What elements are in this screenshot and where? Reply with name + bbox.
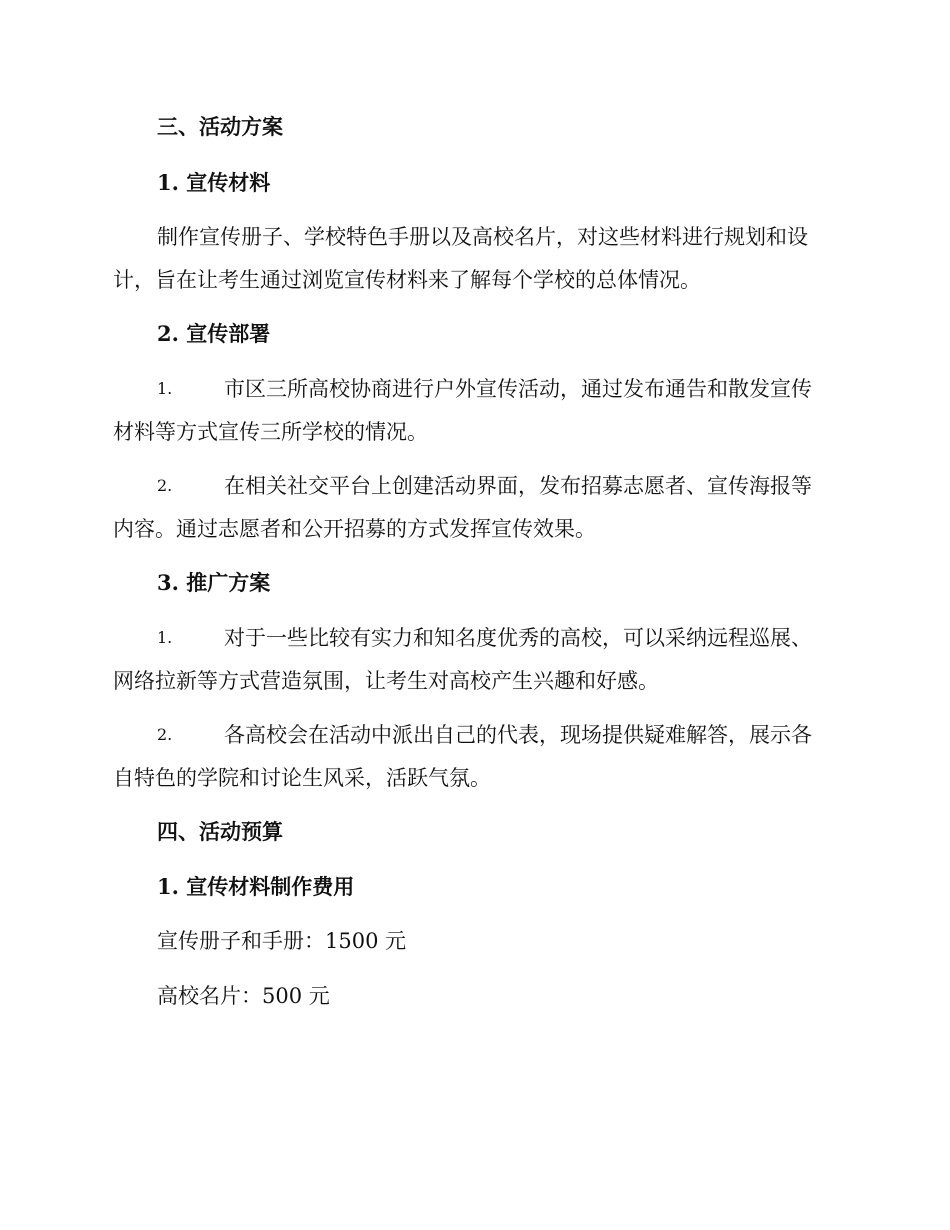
list-item-line: 自特色的学院和讨论生风采，活跃气氛。 <box>113 766 491 790</box>
list-number: 2. <box>157 725 173 744</box>
subsection-title-promotion-plan: 3. 推广方案 <box>157 570 271 595</box>
list-item-line: 网络拉新等方式营造氛围，让考生对高校产生兴趣和好感。 <box>113 669 659 693</box>
list-number: 1. <box>157 379 173 398</box>
paragraph-line: 制作宣传册子、学校特色手册以及高校名片，对这些材料进行规划和设 <box>157 225 808 249</box>
list-item-line: 内容。通过志愿者和公开招募的方式发挥宣传效果。 <box>113 517 596 541</box>
subsection-title-promo-materials: 1. 宣传材料 <box>157 170 271 195</box>
budget-line: 宣传册子和手册：1500 元 <box>157 929 407 953</box>
paragraph-line: 计，旨在让考生通过浏览宣传材料来了解每个学校的总体情况。 <box>113 268 701 292</box>
section-title-activity-budget: 四、活动预算 <box>157 819 283 844</box>
list-item-line: 各高校会在活动中派出自己的代表，现场提供疑难解答，展示各 <box>224 723 812 747</box>
subsection-title-promo-deployment: 2. 宣传部署 <box>157 321 271 346</box>
list-item-line: 在相关社交平台上创建活动界面，发布招募志愿者、宣传海报等 <box>224 474 812 498</box>
list-number: 1. <box>157 628 173 647</box>
section-title-activity-plan: 三、活动方案 <box>157 114 283 139</box>
list-item-line: 市区三所高校协商进行户外宣传活动，通过发布通告和散发宣传 <box>224 377 812 401</box>
budget-line: 高校名片：500 元 <box>157 984 330 1008</box>
list-item-line: 对于一些比较有实力和知名度优秀的高校，可以采纳远程巡展、 <box>224 626 812 650</box>
list-item-line: 材料等方式宣传三所学校的情况。 <box>113 420 428 444</box>
subsection-title-material-cost: 1. 宣传材料制作费用 <box>157 874 355 899</box>
list-number: 2. <box>157 476 173 495</box>
